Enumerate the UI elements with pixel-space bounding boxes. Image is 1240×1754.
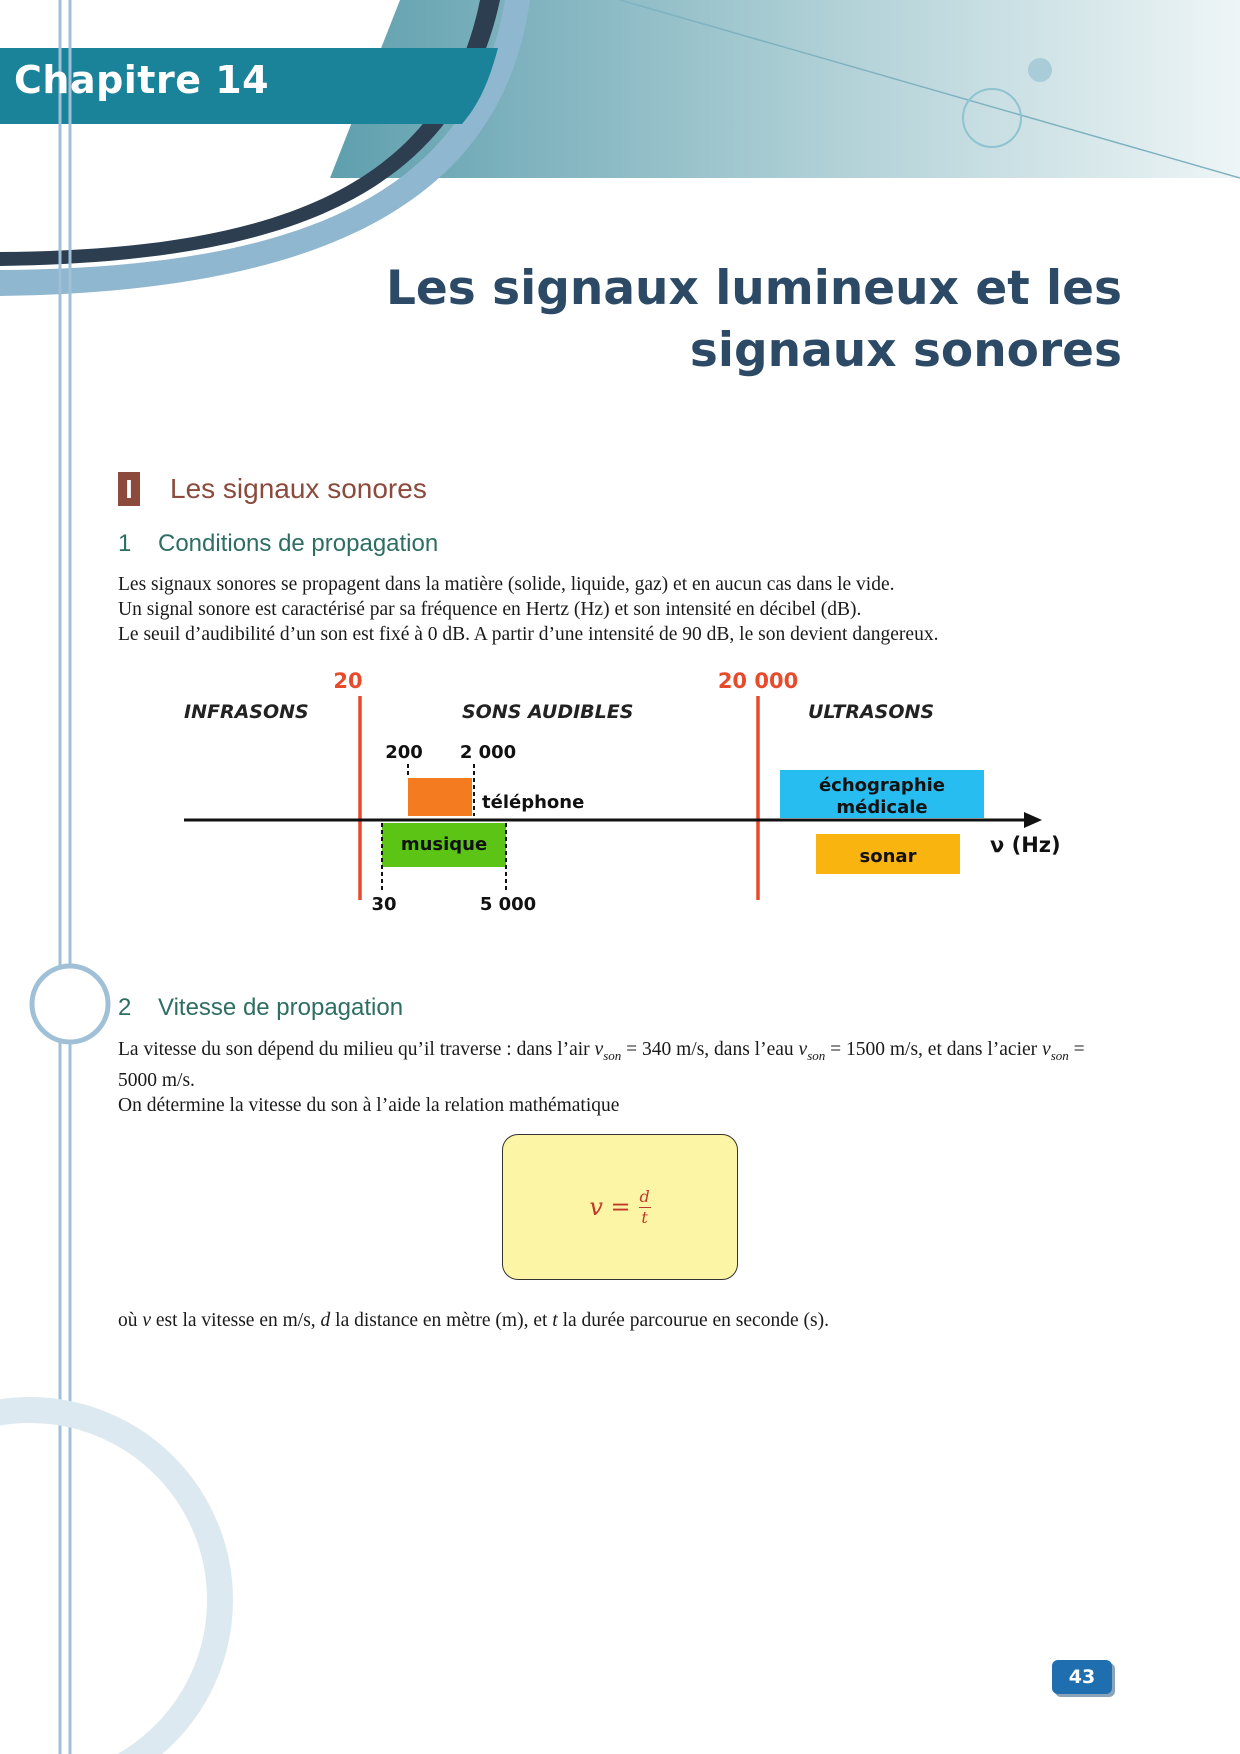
- paragraph-propagation: [118, 572, 1124, 647]
- limit-label: 20 000: [717, 669, 799, 693]
- subsection-title: Vitesse de propagation: [158, 994, 404, 1021]
- musique-label: musique: [400, 834, 488, 855]
- variable-subscript: son: [603, 1047, 622, 1063]
- limit-label: 20: [333, 669, 363, 693]
- paragraph-line: [118, 1308, 1124, 1333]
- musique-high-label: 5 000: [479, 894, 537, 915]
- section-number: I: [118, 472, 140, 506]
- text-run: la distance en mètre (m), et: [330, 1310, 553, 1331]
- subsection-title: Conditions de propagation: [158, 530, 439, 557]
- paragraph-line: [118, 1037, 1124, 1093]
- musique-low-label: 30: [371, 894, 397, 915]
- paragraph-line: Les signaux sonores se propagent dans la matière (solide, liquide, gaz) et en aucun cas dans le vide.: [118, 574, 895, 595]
- variable: d: [320, 1310, 331, 1331]
- telephone-high-label: 2 000: [459, 742, 517, 763]
- echographie-label-line-2: médicale: [836, 797, 928, 818]
- header-dot: [1028, 58, 1052, 82]
- variable: v: [594, 1039, 604, 1060]
- formula-box: [502, 1134, 738, 1280]
- paragraph-line: Le seuil d’audibilité d’un son est fixé à 0 dB. A partir d’une intensité de 90 dB, le son devient dangereux.: [118, 624, 939, 645]
- paragraph-line: On détermine la vitesse du son à l’aide la relation mathématique: [118, 1094, 620, 1116]
- variable-subscript: son: [1050, 1047, 1069, 1063]
- chapter-label: Chapitre 14: [14, 58, 270, 102]
- paragraph-vitesse: [118, 1037, 1124, 1118]
- sonar-label: sonar: [859, 846, 917, 867]
- paragraph-line: Un signal sonore est caractérisé par sa fréquence en Hertz (Hz) et son intensité en décibel (dB).: [118, 599, 862, 620]
- text-run: = 340 m/s, dans l’eau: [621, 1039, 799, 1060]
- formula-fraction: [639, 1186, 651, 1227]
- paragraph-definitions: [118, 1308, 1124, 1333]
- subsection-number: 1: [118, 530, 132, 557]
- zone-label: ULTRASONS: [808, 701, 935, 723]
- section-title: Les signaux sonores: [170, 473, 427, 504]
- variable-subscript: son: [807, 1047, 826, 1063]
- text-run: La vitesse du son dépend du milieu qu’il traverse : dans l’air: [118, 1039, 595, 1060]
- axis-label: ν (Hz): [990, 833, 1061, 857]
- variable: v: [798, 1039, 808, 1060]
- margin-circle: [32, 966, 108, 1042]
- variable: v: [142, 1310, 152, 1331]
- text-run: = 1500 m/s, et dans l’acier: [825, 1039, 1043, 1060]
- text-run: où: [118, 1310, 143, 1331]
- subsection-number: 2: [118, 994, 132, 1021]
- echographie-label-line-1: échographie: [818, 775, 946, 796]
- page-title: [302, 258, 1122, 382]
- page-number: 43: [1052, 1660, 1112, 1694]
- formula-denominator: t: [641, 1207, 648, 1227]
- zone-label: SONS AUDIBLES: [462, 701, 634, 723]
- text-run: la durée parcourue en seconde (s).: [557, 1310, 829, 1331]
- zone-label: INFRASONS: [184, 701, 309, 723]
- axis-arrow: [1024, 812, 1042, 828]
- formula-numerator: d: [639, 1186, 650, 1206]
- text-run: est la vitesse en m/s,: [151, 1310, 321, 1331]
- telephone-label: téléphone: [482, 792, 585, 813]
- telephone-low-label: 200: [385, 742, 423, 763]
- frequency-diagram: [170, 658, 1090, 926]
- page-title-line-2: signaux sonores: [689, 323, 1122, 378]
- subsection-heading-1: [118, 530, 438, 558]
- formula-lhs: v =: [589, 1193, 631, 1221]
- bottom-ring: [0, 1410, 220, 1754]
- section-heading: [118, 472, 427, 506]
- telephone-band: [408, 778, 472, 816]
- subsection-heading-2: [118, 994, 403, 1022]
- page-title-line-1: Les signaux lumineux et les: [385, 261, 1122, 316]
- text-run: = 5000 m/s.: [118, 1039, 1085, 1091]
- variable: t: [552, 1310, 558, 1331]
- variable: v: [1042, 1039, 1051, 1060]
